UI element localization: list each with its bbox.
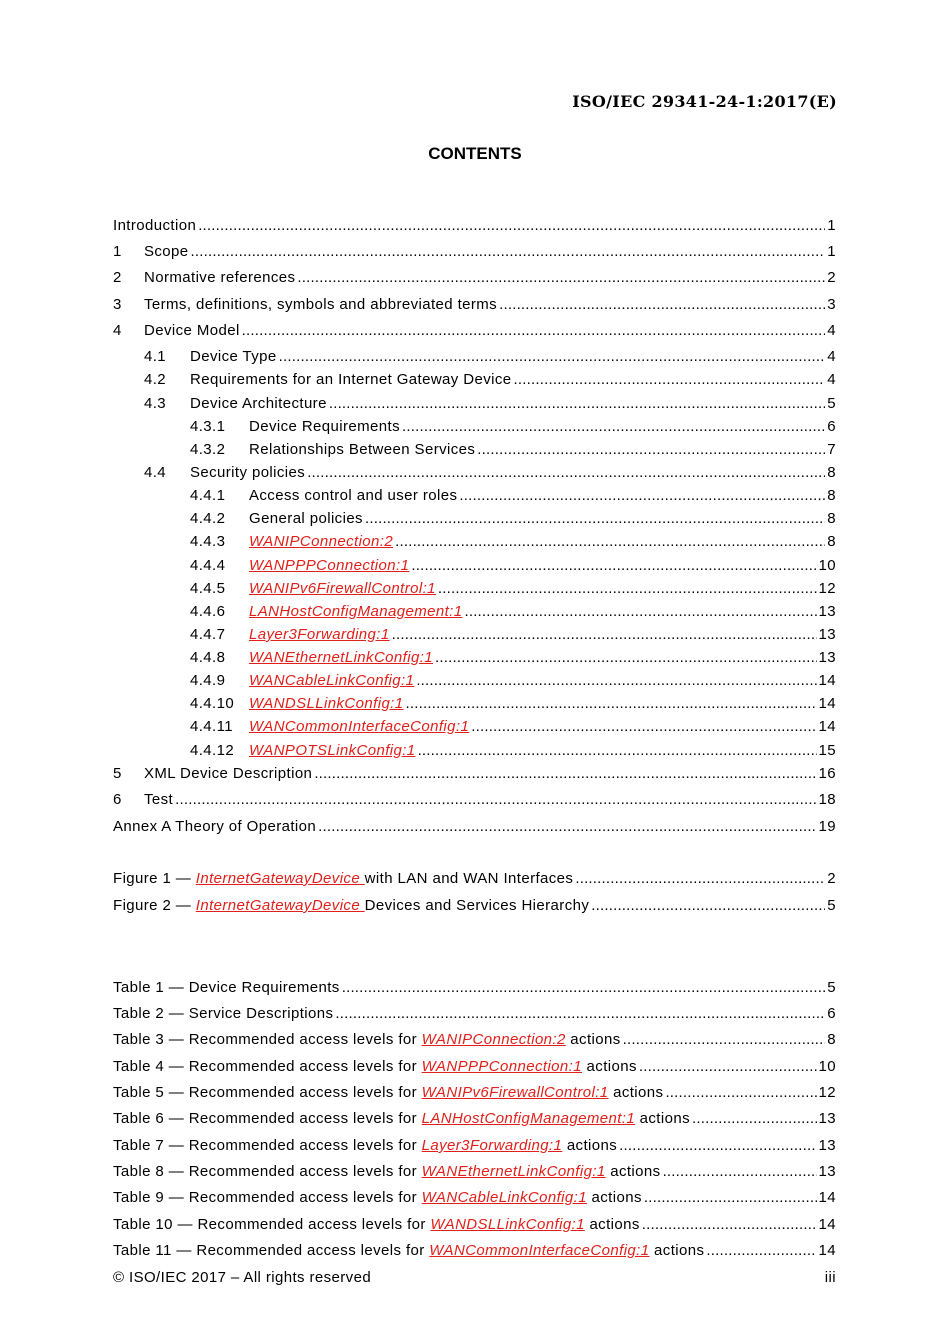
toc-entry-title: Normative references	[144, 269, 296, 286]
table-caption-suffix: actions	[581, 1058, 637, 1075]
table-caption: Table 10 — Recommended access levels for	[113, 1216, 431, 1233]
leader-dots	[471, 717, 816, 737]
table-link[interactable]: WANCommonInterfaceConfig:1	[429, 1242, 650, 1259]
leader-dots	[406, 694, 817, 714]
toc-entry-title: Annex A Theory of Operation	[113, 818, 317, 835]
leader-dots	[418, 741, 817, 761]
toc-entry-title: Device Model	[144, 322, 240, 339]
toc-entry-title: Introduction	[113, 217, 197, 234]
table-caption-suffix: actions	[565, 1031, 621, 1048]
toc-page-number: 13	[818, 649, 836, 666]
leader-dots	[642, 1215, 817, 1235]
toc-page-number: 14	[818, 718, 836, 735]
toc-page-number: 14	[818, 672, 836, 689]
leader-dots	[619, 1136, 816, 1156]
table-link[interactable]: WANIPConnection:2	[421, 1031, 566, 1048]
toc-page-number: 14	[818, 1216, 836, 1233]
toc-entry[interactable]	[190, 671, 836, 691]
toc-section-number: 4	[113, 322, 122, 339]
toc-page-number: 14	[818, 1189, 836, 1206]
toc-entry-link[interactable]: WANCommonInterfaceConfig:1	[249, 718, 470, 735]
toc-page-number: 12	[818, 1084, 836, 1101]
leader-dots	[464, 602, 816, 622]
toc-section-number: 4.4.3	[190, 533, 226, 550]
toc-entry[interactable]	[113, 268, 836, 288]
toc-section-number: 4.3.2	[190, 441, 226, 458]
toc-section-number: 2	[113, 269, 122, 286]
toc-section-number: 3	[113, 296, 122, 313]
figure-caption-suffix: Devices and Services Hierarchy	[364, 897, 590, 914]
leader-dots	[416, 671, 816, 691]
toc-entry-link[interactable]: WANPPPConnection:1	[249, 557, 410, 574]
table-list-entry[interactable]	[113, 1083, 836, 1103]
toc-entry-link[interactable]: WANIPv6FirewallControl:1	[249, 580, 436, 597]
leader-dots	[335, 1004, 825, 1024]
leader-dots	[499, 295, 825, 315]
toc-page-number: 2	[827, 269, 836, 286]
leader-dots	[514, 370, 826, 390]
toc-page-number: 7	[827, 441, 836, 458]
leader-dots	[395, 532, 825, 552]
toc-entry[interactable]	[190, 717, 836, 737]
toc-entry[interactable]	[113, 817, 836, 837]
toc-page-number: 13	[818, 603, 836, 620]
toc-page-number: 13	[818, 626, 836, 643]
toc-page-number: 6	[827, 418, 836, 435]
toc-page-number: 4	[827, 322, 836, 339]
toc-page-number: 4	[827, 348, 836, 365]
leader-dots	[411, 556, 816, 576]
table-caption-suffix: actions	[605, 1163, 661, 1180]
table-caption: Table 4 — Recommended access levels for	[113, 1058, 422, 1075]
toc-entry[interactable]	[144, 347, 836, 367]
toc-section-number: 4.2	[144, 371, 167, 388]
toc-page-number: 6	[827, 1005, 836, 1022]
table-link[interactable]: WANCableLinkConfig:1	[421, 1189, 587, 1206]
toc-section-number: 4.3	[144, 395, 167, 412]
toc-section-number: 4.4.5	[190, 580, 226, 597]
toc-page-number: 3	[827, 296, 836, 313]
leader-dots	[706, 1241, 816, 1261]
leader-dots	[575, 869, 825, 889]
table-caption: Table 8 — Recommended access levels for	[113, 1163, 422, 1180]
toc-page-number: 5	[827, 395, 836, 412]
toc-section-number: 1	[113, 243, 122, 260]
table-caption-suffix: actions	[562, 1137, 618, 1154]
table-caption-suffix: actions	[586, 1189, 642, 1206]
table-caption: Table 5 — Recommended access levels for	[113, 1084, 422, 1101]
toc-entry[interactable]	[113, 216, 836, 236]
toc-page-number: 1	[827, 217, 836, 234]
toc-section-number: 4.4	[144, 464, 167, 481]
toc-page-number: 5	[827, 897, 836, 914]
toc-section-number: 4.4.12	[190, 742, 235, 759]
leader-dots	[365, 509, 825, 529]
toc-page-number: 8	[827, 533, 836, 550]
leader-dots	[639, 1057, 817, 1077]
toc-section-number: 4.4.9	[190, 672, 226, 689]
toc-entry-link[interactable]: Layer3Forwarding:1	[249, 626, 390, 643]
toc-entry-title: XML Device Description	[144, 765, 313, 782]
toc-section-number: 4.4.7	[190, 626, 226, 643]
toc-page-number: 1	[827, 243, 836, 260]
toc-entry[interactable]	[190, 694, 836, 714]
toc-page-number: 2	[827, 870, 836, 887]
leader-dots	[459, 486, 825, 506]
toc-entry[interactable]	[190, 579, 836, 599]
table-list-entry[interactable]	[113, 978, 836, 998]
toc-page-number: 8	[827, 464, 836, 481]
table-caption: Table 9 — Recommended access levels for	[113, 1189, 422, 1206]
toc-page-number: 15	[818, 742, 836, 759]
table-list-entry[interactable]	[113, 1057, 836, 1077]
figure-list-entry[interactable]	[113, 869, 836, 889]
table-link[interactable]: WANPPPConnection:1	[421, 1058, 582, 1075]
toc-page-number: 13	[818, 1137, 836, 1154]
toc-entry-title: Terms, definitions, symbols and abbreviated terms	[144, 296, 498, 313]
toc-entry[interactable]	[190, 556, 836, 576]
leader-dots	[198, 216, 825, 236]
toc-page-number: 8	[827, 487, 836, 504]
toc-entry-link[interactable]: LANHostConfigManagement:1	[249, 603, 463, 620]
toc-entry-link[interactable]: WANEthernetLinkConfig:1	[249, 649, 434, 666]
toc-entry[interactable]	[144, 370, 836, 390]
table-list-entry[interactable]	[113, 1162, 836, 1182]
leader-dots	[314, 764, 816, 784]
toc-page-number: 8	[827, 510, 836, 527]
leader-dots	[477, 440, 825, 460]
toc-section-number: 4.4.8	[190, 649, 226, 666]
toc-entry-link[interactable]: WANDSLLinkConfig:1	[249, 695, 404, 712]
toc-entry-link[interactable]: WANCableLinkConfig:1	[249, 672, 415, 689]
toc-entry[interactable]	[190, 486, 836, 506]
toc-page-number: 16	[818, 765, 836, 782]
toc-page-number: 18	[818, 791, 836, 808]
toc-entry[interactable]	[113, 242, 836, 262]
page-number: iii	[824, 1269, 836, 1286]
table-caption-suffix: actions	[608, 1084, 664, 1101]
toc-page-number: 8	[827, 1031, 836, 1048]
leader-dots	[392, 625, 817, 645]
table-list-entry[interactable]	[113, 1030, 836, 1050]
toc-section-number: 5	[113, 765, 122, 782]
table-list-entry[interactable]	[113, 1188, 836, 1208]
figure-caption: Figure 1 —	[113, 870, 196, 887]
toc-entry-title: Scope	[144, 243, 189, 260]
toc-section-number: 4.1	[144, 348, 167, 365]
toc-entry-title: Access control and user roles	[249, 487, 458, 504]
toc-entry-title: Test	[144, 791, 174, 808]
table-list-entry[interactable]	[113, 1215, 836, 1235]
toc-page-number: 14	[818, 695, 836, 712]
leader-dots	[623, 1030, 826, 1050]
toc-entry[interactable]	[190, 440, 836, 460]
leader-dots	[435, 648, 816, 668]
table-caption: Table 3 — Recommended access levels for	[113, 1031, 422, 1048]
leader-dots	[318, 817, 816, 837]
toc-page-number: 19	[818, 818, 836, 835]
figure-caption-suffix: with LAN and WAN Interfaces	[364, 870, 574, 887]
table-caption: Table 7 — Recommended access levels for	[113, 1137, 422, 1154]
leader-dots	[692, 1109, 817, 1129]
copyright-notice: © ISO/IEC 2017 – All rights reserved	[113, 1269, 372, 1286]
toc-page-number: 12	[818, 580, 836, 597]
leader-dots	[665, 1083, 816, 1103]
figure-caption: Figure 2 —	[113, 897, 196, 914]
page-title: CONTENTS	[428, 144, 522, 163]
table-link[interactable]: WANEthernetLinkConfig:1	[421, 1163, 606, 1180]
toc-entry[interactable]	[190, 417, 836, 437]
toc-entry[interactable]	[113, 295, 836, 315]
standard-number: ISO/IEC 29341-24-1:2017(E)	[572, 92, 837, 111]
toc-entry[interactable]	[113, 321, 836, 341]
toc-entry[interactable]	[113, 764, 836, 784]
leader-dots	[279, 347, 826, 367]
toc-page-number: 13	[818, 1110, 836, 1127]
toc-entry[interactable]	[190, 625, 836, 645]
toc-entry-title: General policies	[249, 510, 363, 527]
toc-page-number: 14	[818, 1242, 836, 1259]
table-caption-suffix: actions	[649, 1242, 705, 1259]
toc-page-number: 4	[827, 371, 836, 388]
toc-entry-link[interactable]: WANPOTSLinkConfig:1	[249, 742, 416, 759]
toc-section-number: 6	[113, 791, 122, 808]
toc-entry-title: Device Requirements	[249, 418, 400, 435]
toc-entry[interactable]	[190, 509, 836, 529]
toc-section-number: 4.4.6	[190, 603, 226, 620]
toc-entry[interactable]	[113, 790, 836, 810]
toc-entry[interactable]	[190, 741, 836, 761]
table-caption: Table 2 — Service Descriptions	[113, 1005, 334, 1022]
toc-entry[interactable]	[144, 463, 836, 483]
toc-entry-title: Device Architecture	[190, 395, 327, 412]
leader-dots	[402, 417, 825, 437]
toc-page-number: 10	[818, 1058, 836, 1075]
toc-entry[interactable]	[144, 394, 836, 414]
toc-section-number: 4.4.11	[190, 718, 233, 735]
toc-section-number: 4.3.1	[190, 418, 226, 435]
table-caption: Table 11 — Recommended access levels for	[113, 1242, 430, 1259]
toc-entry-title: Relationships Between Services	[249, 441, 476, 458]
figure-link[interactable]: InternetGatewayDevice	[195, 870, 365, 887]
table-list-entry[interactable]	[113, 1109, 836, 1129]
table-list-entry[interactable]	[113, 1241, 836, 1261]
leader-dots	[297, 268, 825, 288]
toc-section-number: 4.4.1	[190, 487, 226, 504]
leader-dots	[329, 394, 825, 414]
leader-dots	[307, 463, 825, 483]
leader-dots	[591, 896, 825, 916]
table-link[interactable]: LANHostConfigManagement:1	[421, 1110, 636, 1127]
toc-entry[interactable]	[190, 532, 836, 552]
leader-dots	[644, 1188, 817, 1208]
table-caption: Table 6 — Recommended access levels for	[113, 1110, 422, 1127]
leader-dots	[342, 978, 826, 998]
toc-section-number: 4.4.4	[190, 557, 226, 574]
toc-page-number: 13	[818, 1163, 836, 1180]
figure-link[interactable]: InternetGatewayDevice	[195, 897, 365, 914]
table-link[interactable]: WANDSLLinkConfig:1	[430, 1216, 585, 1233]
toc-entry-title: Security policies	[190, 464, 306, 481]
leader-dots	[663, 1162, 817, 1182]
table-list-entry[interactable]	[113, 1136, 836, 1156]
toc-entry-title: Requirements for an Internet Gateway Device	[190, 371, 512, 388]
leader-dots	[242, 321, 826, 341]
table-caption-suffix: actions	[584, 1216, 640, 1233]
toc-page-number: 10	[818, 557, 836, 574]
leader-dots	[175, 790, 816, 810]
toc-section-number: 4.4.10	[190, 695, 235, 712]
table-list-entry[interactable]	[113, 1004, 836, 1024]
toc-page-number: 5	[827, 979, 836, 996]
toc-section-number: 4.4.2	[190, 510, 226, 527]
table-caption: Table 1 — Device Requirements	[113, 979, 340, 996]
leader-dots	[438, 579, 817, 599]
toc-entry[interactable]	[190, 602, 836, 622]
toc-entry[interactable]	[190, 648, 836, 668]
table-link[interactable]: Layer3Forwarding:1	[421, 1137, 563, 1154]
toc-entry-title: Device Type	[190, 348, 277, 365]
toc-entry-link[interactable]: WANIPConnection:2	[249, 533, 394, 550]
figure-list-entry[interactable]	[113, 896, 836, 916]
leader-dots	[191, 242, 826, 262]
table-link[interactable]: WANIPv6FirewallControl:1	[421, 1084, 609, 1101]
table-caption-suffix: actions	[635, 1110, 690, 1127]
